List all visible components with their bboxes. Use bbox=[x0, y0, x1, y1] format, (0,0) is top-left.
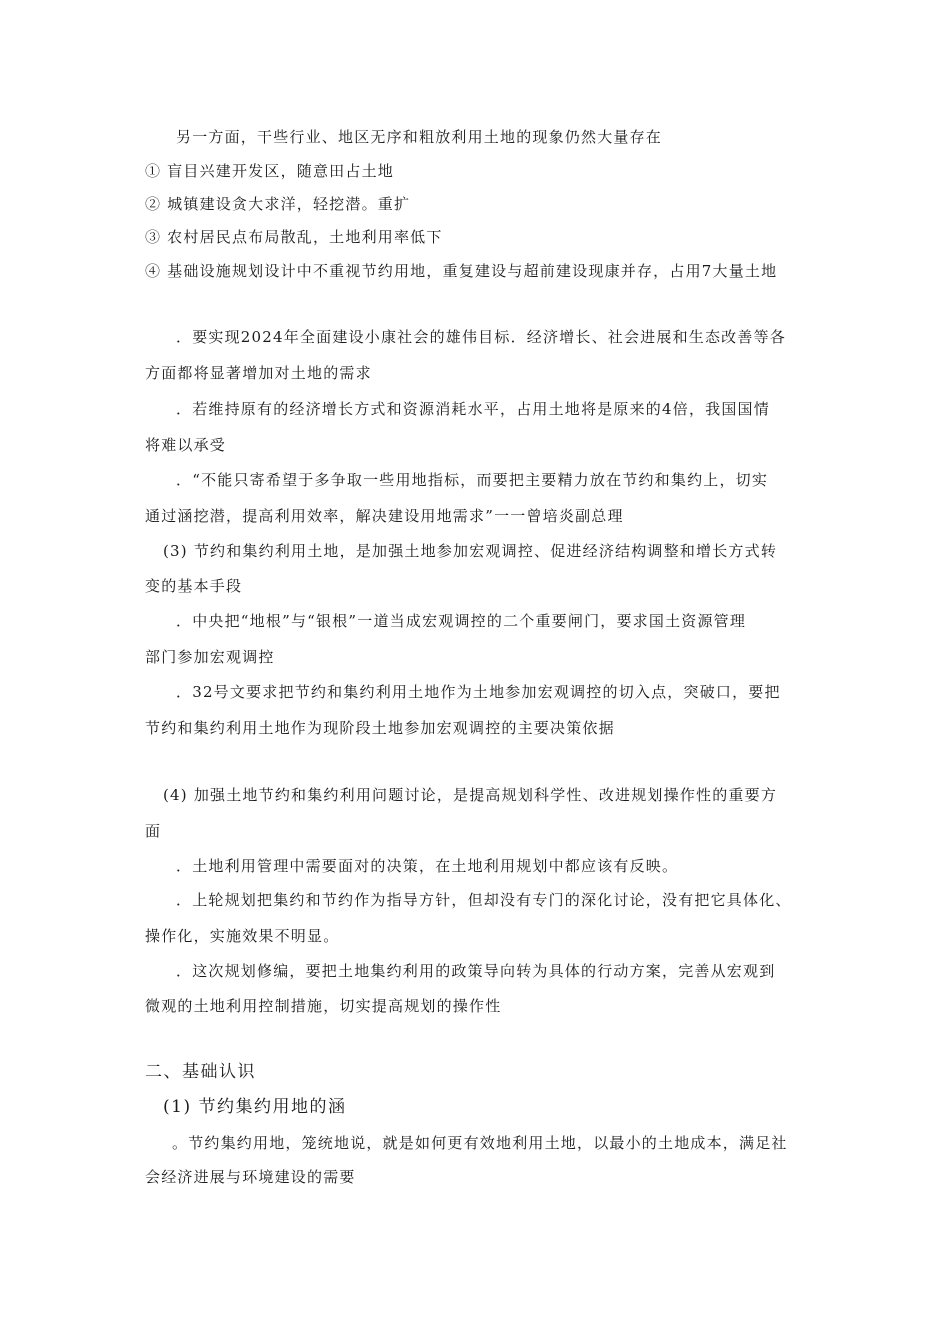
paragraph-line: ．土地利用管理中需要面对的决策，在土地利用规划中都应该有反映。 bbox=[176, 857, 679, 875]
list-item-1: ① 盲目兴建开发区，随意田占土地 bbox=[145, 162, 394, 180]
paragraph-line: ．“不能只寄希望于多争取一些用地指标，而要把主要精力放在节约和集约上，切实 bbox=[176, 471, 769, 489]
paragraph-line: 微观的土地利用控制措施，切实提高规划的操作性 bbox=[145, 997, 502, 1015]
paragraph-line: 方面都将显著增加对土地的需求 bbox=[145, 364, 372, 382]
subsection-heading-1: (1) 节约集约用地的涵 bbox=[163, 1097, 347, 1117]
paragraph-line: ．若维持原有的经济增长方式和资源消耗水平，占用土地将是原来的4倍，我国国情 bbox=[176, 400, 770, 418]
paragraph-line: 。节约集约用地，笼统地说，就是如何更有效地利用土地，以最小的土地成本，满足社 bbox=[172, 1134, 788, 1152]
paragraph-line: 变的基本手段 bbox=[145, 577, 243, 595]
paragraph-line: 操作化，实施效果不明显。 bbox=[145, 927, 340, 945]
list-item-2: ② 城镇建设贪大求洋，轻挖潜。重扩 bbox=[145, 195, 411, 213]
paragraph-line: ．要实现2024年全面建设小康社会的雄伟目标．经济增长、社会进展和生态改善等各 bbox=[176, 328, 786, 346]
paragraph-line: ．32号文要求把节约和集约利用土地作为土地参加宏观调控的切入点，突破口，要把 bbox=[176, 683, 781, 701]
section-heading-4: (4) 加强土地节约和集约利用问题讨论，是提高规划科学性、改进规划操作性的重要方 bbox=[163, 786, 778, 804]
paragraph-line: 面 bbox=[145, 822, 162, 840]
paragraph-line: ．这次规划修编，要把土地集约利用的政策导向转为具体的行动方案，完善从宏观到 bbox=[176, 962, 776, 980]
paragraph-line: 节约和集约利用土地作为现阶段土地参加宏观调控的主要决策依据 bbox=[145, 719, 615, 737]
paragraph-line: ．上轮规划把集约和节约作为指导方针，但却没有专门的深化讨论，没有把它具体化、 bbox=[176, 891, 792, 909]
section-heading-3: (3) 节约和集约利用土地，是加强土地参加宏观调控、促进经济结构调整和增长方式转 bbox=[163, 542, 778, 560]
chapter-heading: 二、基础认识 bbox=[145, 1062, 256, 1082]
paragraph-intro: 另一方面，干些行业、地区无序和粗放利用土地的现象仍然大量存在 bbox=[176, 128, 663, 146]
paragraph-line: 将难以承受 bbox=[145, 436, 227, 454]
paragraph-line: 通过涵挖潜，提高利用效率，解决建设用地需求”一一曾培炎副总理 bbox=[145, 507, 624, 525]
paragraph-line: ．中央把“地根”与“银根”一道当成宏观调控的二个重要闸门，要求国土资源管理 bbox=[176, 612, 747, 630]
list-item-4: ④ 基础设施规划设计中不重视节约用地，重复建设与超前建设现康并存，占用7大量土地 bbox=[145, 262, 778, 280]
list-item-3: ③ 农村居民点布局散乱，土地利用率低下 bbox=[145, 228, 443, 246]
paragraph-line: 会经济进展与环境建设的需要 bbox=[145, 1168, 356, 1186]
paragraph-line: 部门参加宏观调控 bbox=[145, 648, 275, 666]
